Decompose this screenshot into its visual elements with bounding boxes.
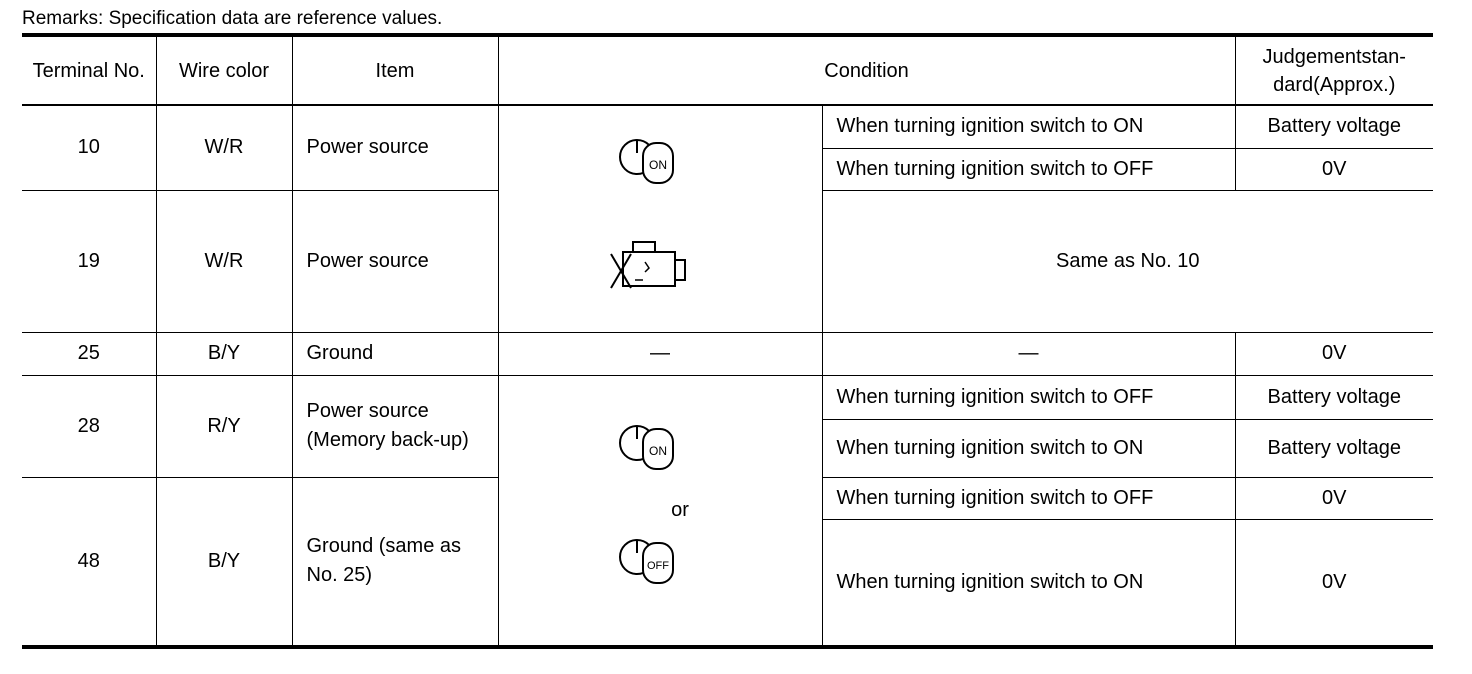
header-item: Item	[292, 35, 498, 105]
condition-icon-dash: —	[498, 332, 822, 375]
wire-color-cell: R/Y	[156, 375, 292, 477]
condition-text: —	[822, 332, 1235, 375]
header-judgement-standard: Judgementstan-dard(Approx.)	[1235, 35, 1433, 105]
svg-text:ON: ON	[649, 157, 667, 172]
item-cell: Power source (Memory back-up)	[292, 375, 498, 477]
judgement-value: Battery voltage	[1235, 105, 1433, 148]
judgement-value: 0V	[1235, 519, 1433, 647]
ignition-key-on-icon	[615, 415, 685, 492]
judgement-value: Battery voltage	[1235, 375, 1433, 419]
header-condition: Condition	[498, 35, 1235, 105]
table-row	[22, 332, 1433, 375]
terminal-spec-table	[22, 33, 1433, 649]
condition-text: When turning ignition switch to OFF	[822, 375, 1235, 419]
judgement-value: Battery voltage	[1235, 419, 1433, 477]
terminal-cell: 28	[22, 375, 156, 477]
condition-text: When turning ignition switch to OFF	[822, 148, 1235, 190]
engine-stopped-icon	[605, 236, 695, 309]
ignition-key-off-icon	[615, 529, 685, 606]
svg-text:OFF: OFF	[647, 559, 669, 572]
judgement-value: 0V	[1235, 477, 1433, 519]
wire-color-cell: W/R	[156, 105, 292, 190]
condition-text: When turning ignition switch to OFF	[822, 477, 1235, 519]
item-cell: Ground (same as No. 25)	[292, 477, 498, 647]
condition-icon-cell	[498, 105, 822, 332]
item-cell: Power source	[292, 190, 498, 332]
terminal-cell: 19	[22, 190, 156, 332]
wire-color-cell: B/Y	[156, 332, 292, 375]
or-text: or	[671, 498, 689, 521]
condition-text: When turning ignition switch to ON	[822, 105, 1235, 148]
terminal-cell: 48	[22, 477, 156, 647]
terminal-cell: 10	[22, 105, 156, 190]
svg-text:ON: ON	[649, 443, 667, 458]
terminal-cell: 25	[22, 332, 156, 375]
table-row	[22, 105, 1433, 148]
item-cell: Ground	[292, 332, 498, 375]
item-cell: Power source	[292, 105, 498, 190]
wire-color-cell: W/R	[156, 190, 292, 332]
table-row	[22, 375, 1433, 419]
condition-text: When turning ignition switch to ON	[822, 419, 1235, 477]
judgement-value: 0V	[1235, 148, 1433, 190]
condition-text: Same as No. 10	[822, 190, 1433, 332]
remarks-text: Remarks: Specification data are reference values.	[22, 8, 443, 29]
wire-color-cell: B/Y	[156, 477, 292, 647]
header-wire-color: Wire color	[156, 35, 292, 105]
condition-text: When turning ignition switch to ON	[822, 519, 1235, 647]
condition-icon-cell	[498, 375, 822, 647]
header-terminal-no: Terminal No.	[22, 35, 156, 105]
ignition-key-on-icon	[615, 129, 685, 206]
judgement-value: 0V	[1235, 332, 1433, 375]
